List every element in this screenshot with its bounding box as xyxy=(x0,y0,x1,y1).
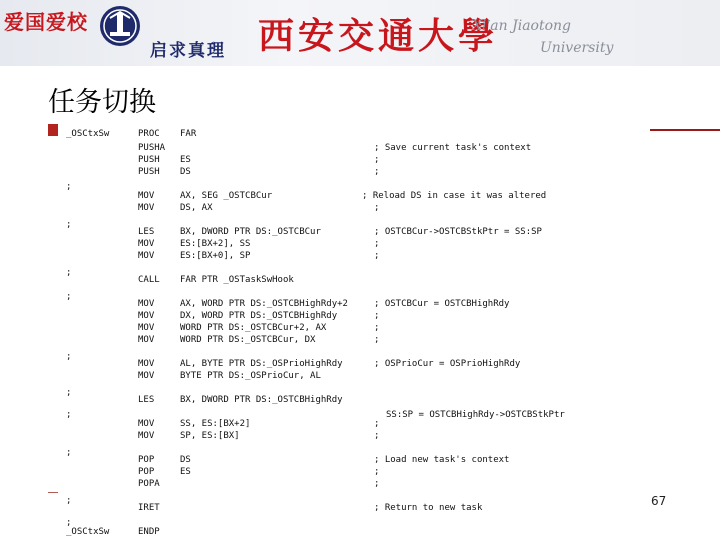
code-line xyxy=(58,502,650,514)
code-line xyxy=(58,142,650,154)
code-line xyxy=(58,226,650,238)
code-mnemonic: POP xyxy=(138,467,155,477)
code-line xyxy=(58,250,650,262)
university-name-cn: 西安交通大學 xyxy=(258,15,499,57)
code-operands: ES xyxy=(180,467,191,477)
code-operands: DX, WORD PTR DS:_OSTCBHighRdy xyxy=(180,311,338,321)
university-motto: 启求真理 xyxy=(150,41,226,61)
code-comment: SS:SP = OSTCBHighRdy->OSTCBStkPtr xyxy=(386,410,565,420)
code-comment: ; Return to new task xyxy=(374,503,483,513)
code-mnemonic: LES xyxy=(138,395,155,405)
code-operands: ES xyxy=(180,155,191,165)
code-comment: ; xyxy=(374,251,380,261)
code-label: _OSCtxSw xyxy=(66,527,110,537)
university-name-en-line1: Xi'an Jiaotong xyxy=(472,18,572,34)
code-line xyxy=(58,298,650,310)
code-label: ; xyxy=(66,410,72,420)
code-mnemonic: MOV xyxy=(138,239,155,249)
code-operands: ES:[BX+0], SP xyxy=(180,251,251,261)
code-line xyxy=(58,358,650,370)
code-mnemonic: CALL xyxy=(138,275,160,285)
code-operands: BYTE PTR DS:_OSPrioCur, AL xyxy=(180,371,321,381)
code-comment: ; OSTCBCur = OSTCBHighRdy xyxy=(374,299,510,309)
code-operands: WORD PTR DS:_OSTCBCur+2, AX xyxy=(180,323,327,333)
code-mnemonic: MOV xyxy=(138,299,155,309)
code-label: _OSCtxSw xyxy=(66,129,110,139)
code-operands: DS xyxy=(180,167,191,177)
university-emblem-icon xyxy=(98,4,142,48)
code-mnemonic: MOV xyxy=(138,323,155,333)
code-mnemonic: ENDP xyxy=(138,527,160,537)
code-comment: ; Load new task's context xyxy=(374,455,510,465)
code-operands: AX, WORD PTR DS:_OSTCBHighRdy+2 xyxy=(180,299,348,309)
code-comment: ; xyxy=(374,155,380,165)
code-comment: ; xyxy=(374,311,380,321)
code-label: ; xyxy=(66,182,72,192)
code-mnemonic: LES xyxy=(138,227,155,237)
code-comment: ; OSTCBCur->OSTCBStkPtr = SS:SP xyxy=(374,227,542,237)
code-operands: WORD PTR DS:_OSTCBCur, DX xyxy=(180,335,316,345)
code-mnemonic: MOV xyxy=(138,359,155,369)
code-line xyxy=(58,466,650,478)
code-comment: ; xyxy=(374,431,380,441)
university-name-en-line2: University xyxy=(540,40,614,56)
code-operands: DS xyxy=(180,455,191,465)
code-mnemonic: MOV xyxy=(138,203,155,213)
code-mnemonic: MOV xyxy=(138,335,155,345)
code-mnemonic: MOV xyxy=(138,371,155,381)
code-line xyxy=(58,310,650,322)
code-mnemonic: MOV xyxy=(138,191,155,201)
code-line xyxy=(58,418,650,430)
code-line xyxy=(58,322,650,334)
code-line xyxy=(58,370,650,382)
code-line xyxy=(58,394,650,406)
code-comment: ; OSPrioCur = OSPrioHighRdy xyxy=(374,359,521,369)
code-mnemonic: PUSHA xyxy=(138,143,166,153)
code-operands: DS, AX xyxy=(180,203,213,213)
code-line xyxy=(58,274,650,286)
code-mnemonic: POPA xyxy=(138,479,160,489)
code-line xyxy=(58,430,650,442)
code-line xyxy=(58,334,650,346)
code-label: ; xyxy=(66,496,72,506)
code-comment: ; xyxy=(374,239,380,249)
code-mnemonic: POP xyxy=(138,455,155,465)
code-operands: FAR PTR _OSTaskSwHook xyxy=(180,275,294,285)
code-label: ; xyxy=(66,292,72,302)
slogan-logo: 爱国爱校 xyxy=(4,10,88,34)
code-line xyxy=(58,478,650,490)
code-mnemonic: MOV xyxy=(138,431,155,441)
code-mnemonic: IRET xyxy=(138,503,160,513)
assembly-code-block xyxy=(58,124,650,540)
page-number: 67 xyxy=(651,494,667,508)
code-comment: ; xyxy=(374,335,380,345)
code-operands: SP, ES:[BX] xyxy=(180,431,240,441)
code-comment: ; xyxy=(374,467,380,477)
code-line xyxy=(58,526,650,538)
code-label: ; xyxy=(66,448,72,458)
code-line xyxy=(58,202,650,214)
code-line xyxy=(58,454,650,466)
code-operands: ES:[BX+2], SS xyxy=(180,239,251,249)
slide-title: 任务切换 xyxy=(48,87,156,118)
code-line xyxy=(58,154,650,166)
code-mnemonic: PUSH xyxy=(138,167,160,177)
code-comment: ; xyxy=(374,167,380,177)
code-line xyxy=(58,190,650,202)
code-operands: AL, BYTE PTR DS:_OSPrioHighRdy xyxy=(180,359,343,369)
code-operands: BX, DWORD PTR DS:_OSTCBCur xyxy=(180,227,321,237)
code-comment: ; xyxy=(374,419,380,429)
code-mnemonic: MOV xyxy=(138,419,155,429)
code-mnemonic: MOV xyxy=(138,251,155,261)
code-comment: ; Save current task's context xyxy=(374,143,532,153)
code-label: ; xyxy=(66,268,72,278)
code-mnemonic: PUSH xyxy=(138,155,160,165)
code-operands: BX, DWORD PTR DS:_OSTCBHighRdy xyxy=(180,395,343,405)
code-comment: ; xyxy=(374,203,380,213)
code-operands: SS, ES:[BX+2] xyxy=(180,419,251,429)
code-label: ; xyxy=(66,388,72,398)
code-operands: AX, SEG _OSTCBCur xyxy=(180,191,273,201)
code-operands: FAR xyxy=(180,129,197,139)
code-label: ; xyxy=(66,518,72,528)
code-label: ; xyxy=(66,220,72,230)
code-mnemonic: PROC xyxy=(138,129,160,139)
code-comment: ; xyxy=(374,479,380,489)
code-mnemonic: MOV xyxy=(138,311,155,321)
code-comment: ; xyxy=(374,323,380,333)
slide-header xyxy=(0,0,720,66)
code-comment: ; Reload DS in case it was altered xyxy=(362,191,547,201)
code-line xyxy=(58,166,650,178)
code-label: ; xyxy=(66,352,72,362)
code-line xyxy=(58,238,650,250)
code-line xyxy=(58,128,650,140)
